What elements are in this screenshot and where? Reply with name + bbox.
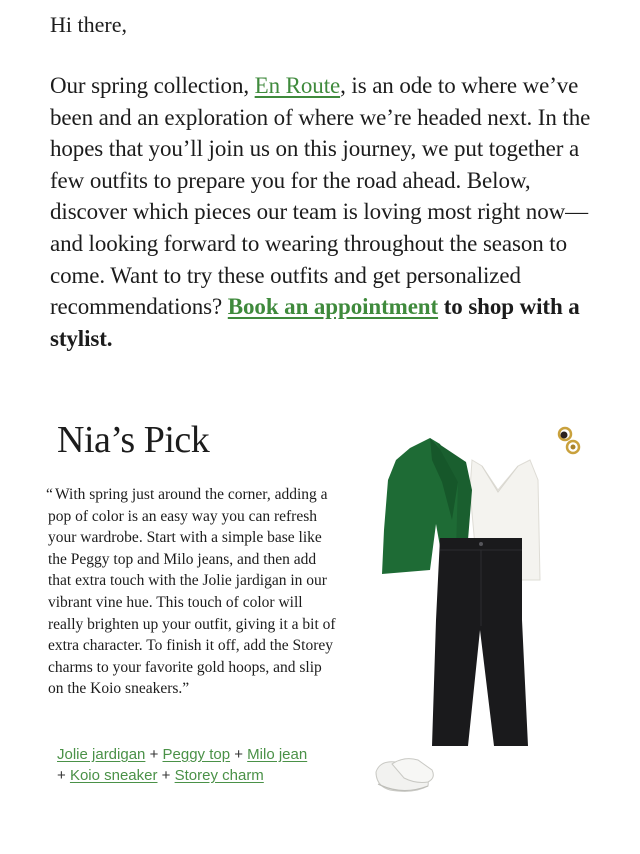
pick-quote	[48, 484, 338, 700]
product-link-jolie-jardigan[interactable]: Jolie jardigan	[57, 746, 146, 763]
collection-link[interactable]: En Route	[254, 73, 341, 98]
intro-text-body: , is an ode to where we’ve been and an exploration of where we’re headed next. In the hopes that you’ll join us on this journey, we put together a few outfits to prepare you for the road ahead. Below, discover which pieces our team is loving most right now—and looking forward to wearing throughout the season to come. Want to try these outfits and get personalized recommendations?	[50, 73, 591, 320]
product-link-peggy-top[interactable]: Peggy top	[162, 746, 231, 763]
storey-charm-image	[559, 428, 579, 453]
appointment-suffix: to shop with a stylist.	[50, 294, 580, 351]
plus-separator: +	[161, 767, 171, 784]
intro-section	[50, 8, 610, 354]
intro-paragraph	[50, 70, 610, 354]
outfit-image[interactable]	[370, 420, 600, 810]
product-link-koio-sneaker[interactable]: Koio sneaker	[69, 767, 158, 784]
plus-separator: +	[149, 746, 159, 763]
koio-sneaker-image	[376, 759, 433, 792]
pick-title: Nia’s Pick	[57, 419, 210, 461]
product-link-storey-charm[interactable]: Storey charm	[174, 767, 264, 784]
product-link-milo-jean[interactable]: Milo jean	[247, 746, 308, 763]
plus-separator: +	[57, 767, 66, 784]
milo-jean-image	[432, 538, 528, 746]
quote-text: With spring just around the corner, adding a pop of color is an easy way you can refresh your wardrobe. Start with a simple base like the Peggy top and Milo jeans, and then add that extra touch with the Jolie jardigan in our vibrant vine hue. This touch of color will really brighten up your outfit, giving it a bit of extra character. To finish it off, add the Storey charms to your favorite gold hoops, and slip on the Koio sneakers.”	[48, 486, 336, 698]
product-links	[57, 744, 357, 786]
book-appointment-link[interactable]: Book an appointment	[227, 294, 439, 320]
plus-separator: +	[234, 746, 243, 763]
intro-text-start: Our spring collection,	[50, 73, 255, 98]
greeting: Hi there,	[50, 12, 127, 37]
quote-open-mark: “	[46, 486, 53, 503]
